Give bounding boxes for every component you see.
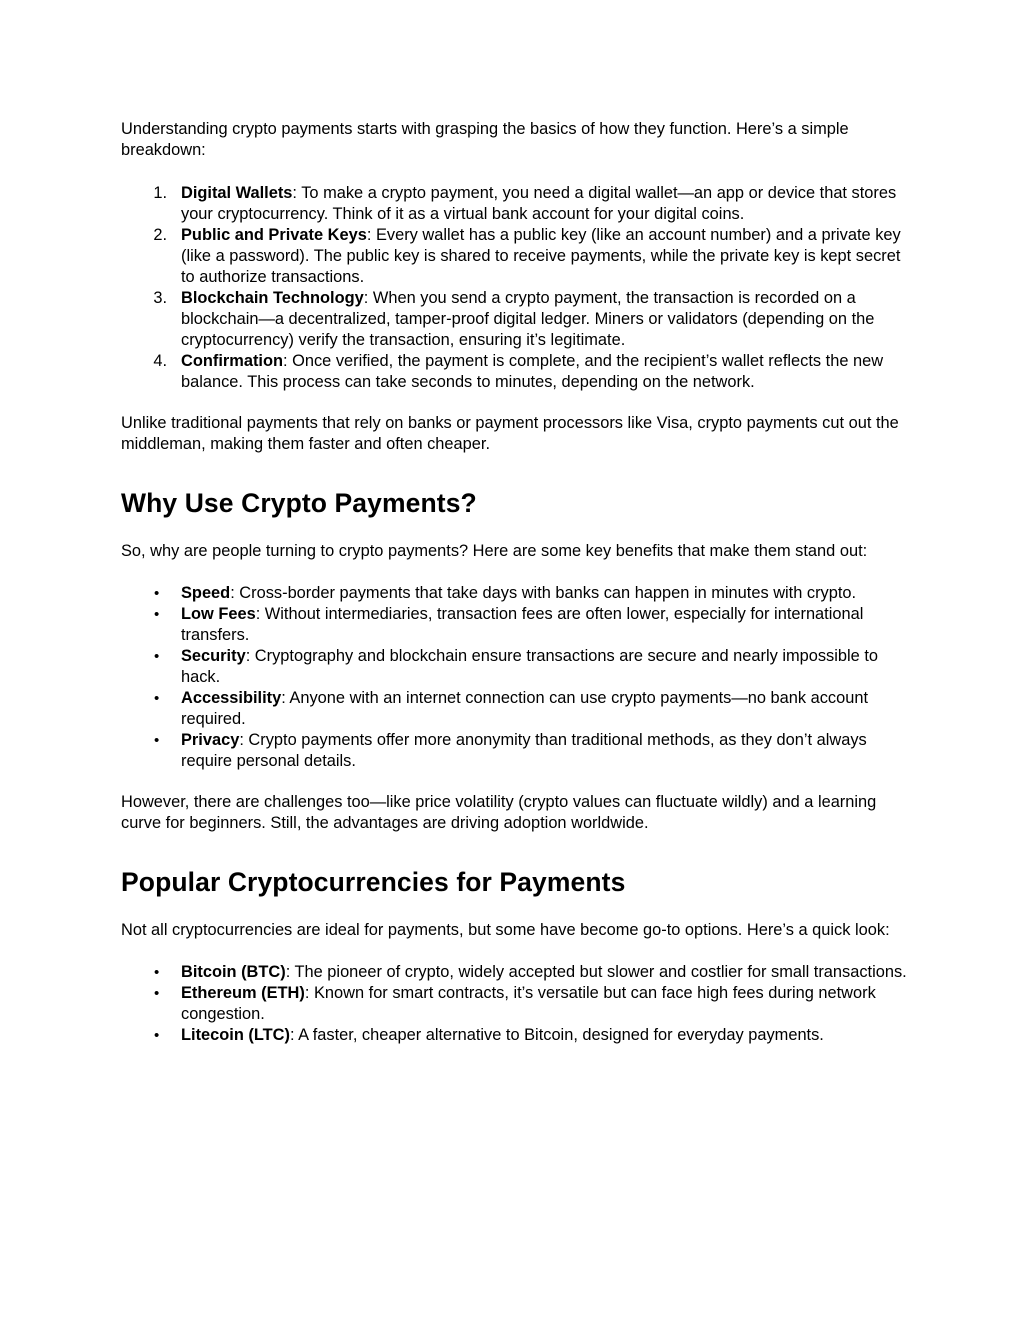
- bullet-icon: •: [154, 985, 160, 1002]
- unlike-paragraph: Unlike traditional payments that rely on banks or payment processors like Visa, crypto payments cut out the middleman, making them faster and often cheaper.: [121, 414, 899, 453]
- list-item: [121, 646, 911, 688]
- list-item: [121, 583, 911, 604]
- term: Blockchain Technology: [181, 289, 364, 307]
- why-heading: Why Use Crypto Payments?: [121, 488, 477, 518]
- description: : Cryptography and blockchain ensure transactions are secure and nearly impossible to hack.: [181, 647, 878, 686]
- list-item: [121, 688, 911, 730]
- description: : Without intermediaries, transaction fees are often lower, especially for international transfers.: [181, 605, 864, 644]
- bullet-icon: •: [154, 964, 160, 981]
- description: : Known for smart contracts, it’s versatile but can face high fees during network congestion.: [181, 984, 876, 1023]
- description: : The pioneer of crypto, widely accepted but slower and costlier for small transactions.: [285, 963, 907, 981]
- steps-list: [121, 183, 911, 393]
- list-item: [121, 225, 911, 288]
- term: Confirmation: [181, 352, 283, 370]
- list-number: 3.: [153, 289, 167, 307]
- description: : Anyone with an internet connection can use crypto payments—no bank account required.: [181, 689, 868, 728]
- term: Bitcoin (BTC): [181, 963, 286, 981]
- list-item: [121, 183, 911, 225]
- cryptocurrencies-list: [121, 962, 911, 1046]
- list-number: 4.: [153, 352, 167, 370]
- description: : When you send a crypto payment, the transaction is recorded on a blockchain—a decentralized, tamper-proof digital ledger. Miners or validators (depending on the cryptocurrency) verify the transaction, ensuring it’s legitimate.: [181, 289, 875, 349]
- description: : Once verified, the payment is complete, and the recipient’s wallet reflects the new balance. This process can take seconds to minutes, depending on the network.: [181, 352, 884, 391]
- bullet-icon: •: [154, 648, 160, 665]
- popular-heading: Popular Cryptocurrencies for Payments: [121, 867, 626, 897]
- popular-intro-paragraph: Not all cryptocurrencies are ideal for payments, but some have become go-to options. Here’s a quick look:: [121, 921, 890, 939]
- why-intro-paragraph: So, why are people turning to crypto payments? Here are some key benefits that make them stand out:: [121, 542, 868, 560]
- document-page: [121, 119, 911, 1046]
- list-number: 1.: [153, 184, 167, 202]
- list-item: [121, 1025, 911, 1046]
- description: : Every wallet has a public key (like an account number) and a private key (like a password). The public key is shared to receive payments, while the private key is kept secret to authorize transactions.: [181, 226, 901, 286]
- bullet-icon: •: [154, 732, 160, 749]
- list-item: [121, 351, 911, 393]
- term: Public and Private Keys: [181, 226, 367, 244]
- term: Privacy: [181, 731, 240, 749]
- benefits-list: [121, 583, 911, 772]
- term: Ethereum (ETH): [181, 984, 305, 1002]
- term: Digital Wallets: [181, 184, 293, 202]
- bullet-icon: •: [154, 606, 160, 623]
- term: Litecoin (LTC): [181, 1026, 290, 1044]
- list-item: [121, 962, 911, 983]
- bullet-icon: •: [154, 690, 160, 707]
- description: : A faster, cheaper alternative to Bitcoin, designed for everyday payments.: [289, 1026, 824, 1044]
- bullet-icon: •: [154, 585, 160, 602]
- term: Security: [181, 647, 246, 665]
- intro-paragraph: Understanding crypto payments starts with grasping the basics of how they function. Here’s a simple breakdown:: [121, 120, 849, 159]
- list-item: [121, 730, 911, 772]
- bullet-icon: •: [154, 1027, 160, 1044]
- list-item: [121, 288, 911, 351]
- term: Accessibility: [181, 689, 282, 707]
- list-number: 2.: [153, 226, 167, 244]
- list-item: [121, 983, 911, 1025]
- list-item: [121, 604, 911, 646]
- description: : Crypto payments offer more anonymity than traditional methods, as they don’t always require personal details.: [181, 731, 867, 770]
- description: : To make a crypto payment, you need a digital wallet—an app or device that stores your cryptocurrency. Think of it as a virtual bank account for your digital coins.: [181, 184, 897, 223]
- term: Speed: [181, 584, 231, 602]
- challenges-paragraph: However, there are challenges too—like price volatility (crypto values can fluctuate wildly) and a learning curve for beginners. Still, the advantages are driving adoption worldwide.: [121, 793, 877, 832]
- description: : Cross-border payments that take days with banks can happen in minutes with crypto.: [230, 584, 857, 602]
- term: Low Fees: [181, 605, 256, 623]
